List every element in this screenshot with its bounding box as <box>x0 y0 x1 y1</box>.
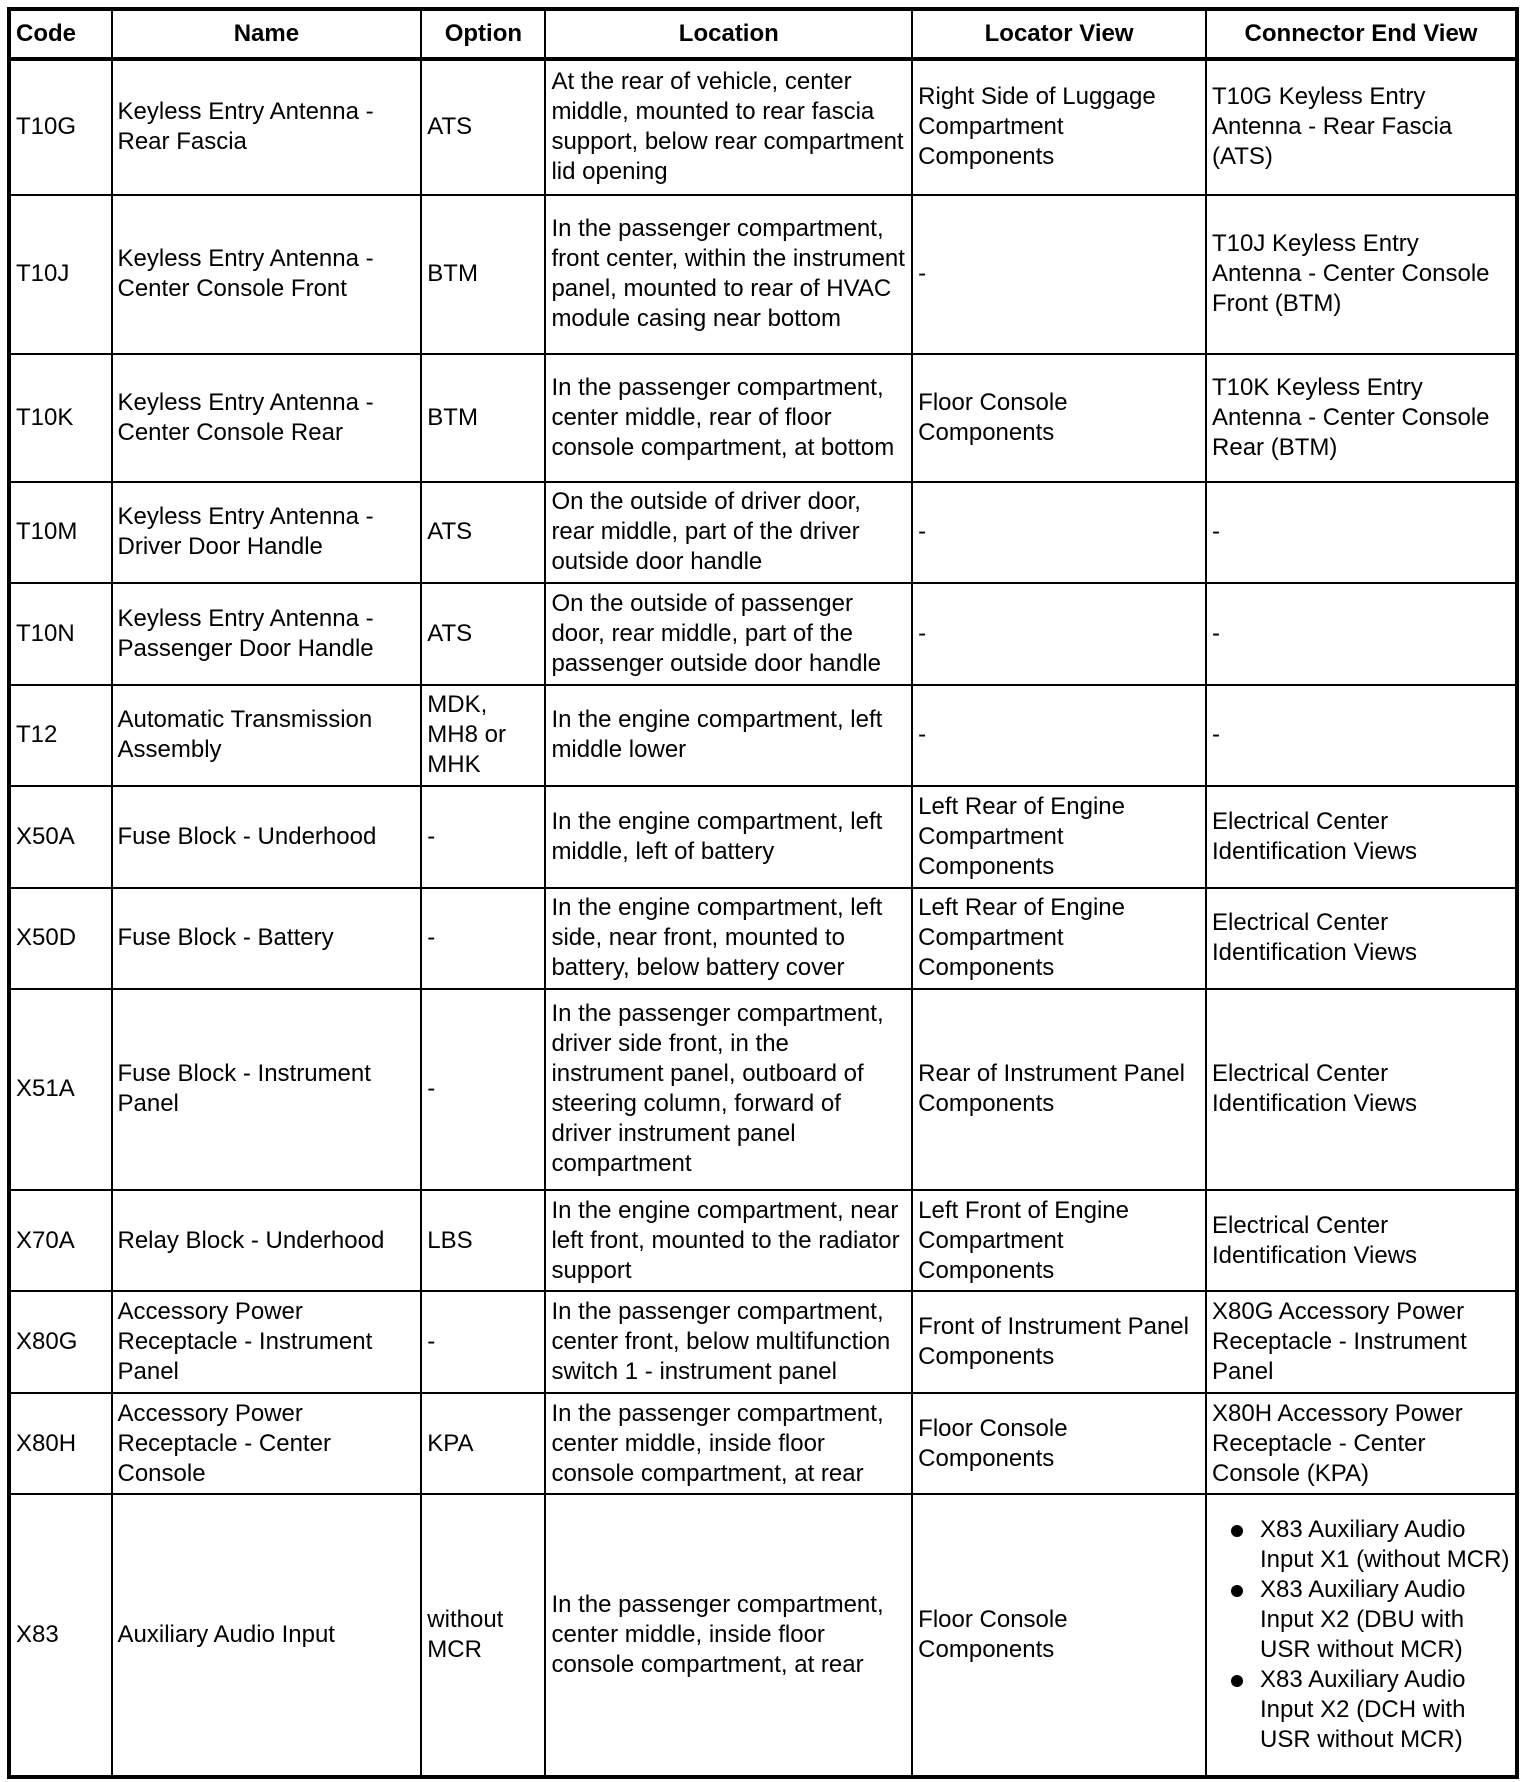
cell-code: X50A <box>9 786 112 888</box>
table-row <box>9 583 1517 685</box>
cell-connector-end-view[interactable]: Electrical Center Identification Views <box>1206 786 1517 888</box>
cell-connector-end-view: - <box>1206 583 1517 685</box>
cell-code: X80H <box>9 1393 112 1495</box>
cell-option: ATS <box>421 59 545 195</box>
cell-code: T12 <box>9 685 112 787</box>
table-row <box>9 1393 1517 1495</box>
table-row <box>9 989 1517 1190</box>
cell-connector-end-view[interactable]: Electrical Center Identification Views <box>1206 1190 1517 1292</box>
cell-location: In the passenger compartment, center middle, inside floor console compartment, at rear <box>545 1494 912 1777</box>
cell-locator-view[interactable]: Left Front of Engine Compartment Components <box>912 1190 1206 1292</box>
cell-name: Keyless Entry Antenna - Passenger Door Handle <box>112 583 422 685</box>
cell-location: In the engine compartment, left middle lower <box>545 685 912 787</box>
cell-location: In the passenger compartment, front center, within the instrument panel, mounted to rear of HVAC module casing near bottom <box>545 195 912 354</box>
table-row <box>9 195 1517 354</box>
cell-locator-view: - <box>912 583 1206 685</box>
cell-connector-end-view[interactable]: T10G Keyless Entry Antenna - Rear Fascia (ATS) <box>1206 59 1517 195</box>
cell-locator-view[interactable]: Floor Console Components <box>912 354 1206 482</box>
cell-connector-end-view[interactable]: T10J Keyless Entry Antenna - Center Console Front (BTM) <box>1206 195 1517 354</box>
table-row <box>9 1190 1517 1292</box>
cell-code: X70A <box>9 1190 112 1292</box>
bullet-item[interactable]: X83 Auxiliary Audio Input X1 (without MCR) <box>1212 1515 1510 1575</box>
table-row <box>9 482 1517 584</box>
cell-connector-end-view[interactable]: X80H Accessory Power Receptacle - Center Console (KPA) <box>1206 1393 1517 1495</box>
cell-location: In the engine compartment, left middle, left of battery <box>545 786 912 888</box>
cell-connector-end-view[interactable]: Electrical Center Identification Views <box>1206 989 1517 1190</box>
cell-connector-end-view[interactable]: X80G Accessory Power Receptacle - Instrument Panel <box>1206 1291 1517 1393</box>
table-row <box>9 59 1517 195</box>
cell-locator-view[interactable]: Rear of Instrument Panel Components <box>912 989 1206 1190</box>
header-name: Name <box>112 9 422 59</box>
cell-locator-view[interactable]: Floor Console Components <box>912 1393 1206 1495</box>
cell-option: MDK, MH8 or MHK <box>421 685 545 787</box>
cell-code: X83 <box>9 1494 112 1777</box>
cell-locator-view: - <box>912 482 1206 584</box>
cell-name: Fuse Block - Underhood <box>112 786 422 888</box>
cell-name: Accessory Power Receptacle - Center Console <box>112 1393 422 1495</box>
cell-code: T10K <box>9 354 112 482</box>
cell-code: T10G <box>9 59 112 195</box>
cell-locator-view[interactable]: Front of Instrument Panel Components <box>912 1291 1206 1393</box>
cell-locator-view[interactable]: Left Rear of Engine Compartment Components <box>912 888 1206 990</box>
header-location: Location <box>545 9 912 59</box>
cell-name: Keyless Entry Antenna - Driver Door Handle <box>112 482 422 584</box>
cell-locator-view: - <box>912 195 1206 354</box>
bullet-item[interactable]: X83 Auxiliary Audio Input X2 (DBU with USR without MCR) <box>1212 1575 1510 1665</box>
cell-connector-end-view <box>1206 1494 1517 1777</box>
cell-code: T10M <box>9 482 112 584</box>
cell-name: Fuse Block - Battery <box>112 888 422 990</box>
cell-name: Fuse Block - Instrument Panel <box>112 989 422 1190</box>
cell-locator-view[interactable]: Right Side of Luggage Compartment Components <box>912 59 1206 195</box>
table-row <box>9 786 1517 888</box>
bullet-item[interactable]: X83 Auxiliary Audio Input X2 (DCH with USR without MCR) <box>1212 1665 1510 1755</box>
cell-code: X51A <box>9 989 112 1190</box>
cell-location: On the outside of driver door, rear middle, part of the driver outside door handle <box>545 482 912 584</box>
cell-location: On the outside of passenger door, rear middle, part of the passenger outside door handle <box>545 583 912 685</box>
header-row <box>9 9 1517 59</box>
header-option: Option <box>421 9 545 59</box>
cell-code: X50D <box>9 888 112 990</box>
cell-location: In the passenger compartment, center front, below multifunction switch 1 - instrument panel <box>545 1291 912 1393</box>
cell-code: T10N <box>9 583 112 685</box>
cell-location: In the passenger compartment, driver side front, in the instrument panel, outboard of steering column, forward of driver instrument panel compartment <box>545 989 912 1190</box>
cell-locator-view: - <box>912 685 1206 787</box>
table-row <box>9 1494 1517 1777</box>
cell-code: T10J <box>9 195 112 354</box>
cell-option: KPA <box>421 1393 545 1495</box>
cell-option: - <box>421 1291 545 1393</box>
cell-option: - <box>421 786 545 888</box>
cell-option: - <box>421 888 545 990</box>
cell-option: ATS <box>421 583 545 685</box>
cell-option: LBS <box>421 1190 545 1292</box>
cell-name: Keyless Entry Antenna - Rear Fascia <box>112 59 422 195</box>
cell-name: Auxiliary Audio Input <box>112 1494 422 1777</box>
cell-name: Automatic Transmission Assembly <box>112 685 422 787</box>
cell-location: In the engine compartment, near left front, mounted to the radiator support <box>545 1190 912 1292</box>
header-locator-view: Locator View <box>912 9 1206 59</box>
cell-location: In the passenger compartment, center middle, rear of floor console compartment, at bottom <box>545 354 912 482</box>
cell-code: X80G <box>9 1291 112 1393</box>
cell-locator-view[interactable]: Floor Console Components <box>912 1494 1206 1777</box>
table-row <box>9 685 1517 787</box>
table-row <box>9 1291 1517 1393</box>
cell-location: In the passenger compartment, center middle, inside floor console compartment, at rear <box>545 1393 912 1495</box>
cell-name: Accessory Power Receptacle - Instrument Panel <box>112 1291 422 1393</box>
cell-connector-end-view: - <box>1206 482 1517 584</box>
cell-locator-view[interactable]: Left Rear of Engine Compartment Components <box>912 786 1206 888</box>
cell-name: Keyless Entry Antenna - Center Console Rear <box>112 354 422 482</box>
connector-table <box>7 7 1519 1779</box>
cell-location: At the rear of vehicle, center middle, mounted to rear fascia support, below rear compartment lid opening <box>545 59 912 195</box>
table-row <box>9 888 1517 990</box>
cell-location: In the engine compartment, left side, near front, mounted to battery, below battery cover <box>545 888 912 990</box>
cell-connector-end-view[interactable]: Electrical Center Identification Views <box>1206 888 1517 990</box>
cell-option: ATS <box>421 482 545 584</box>
cell-option: BTM <box>421 195 545 354</box>
cell-connector-end-view[interactable]: T10K Keyless Entry Antenna - Center Console Rear (BTM) <box>1206 354 1517 482</box>
cell-option: BTM <box>421 354 545 482</box>
header-connector-end-view: Connector End View <box>1206 9 1517 59</box>
table-row <box>9 354 1517 482</box>
header-code: Code <box>9 9 112 59</box>
cell-name: Relay Block - Underhood <box>112 1190 422 1292</box>
cell-option: without MCR <box>421 1494 545 1777</box>
connector-end-view-list <box>1212 1515 1510 1755</box>
cell-option: - <box>421 989 545 1190</box>
cell-connector-end-view: - <box>1206 685 1517 787</box>
cell-name: Keyless Entry Antenna - Center Console Front <box>112 195 422 354</box>
